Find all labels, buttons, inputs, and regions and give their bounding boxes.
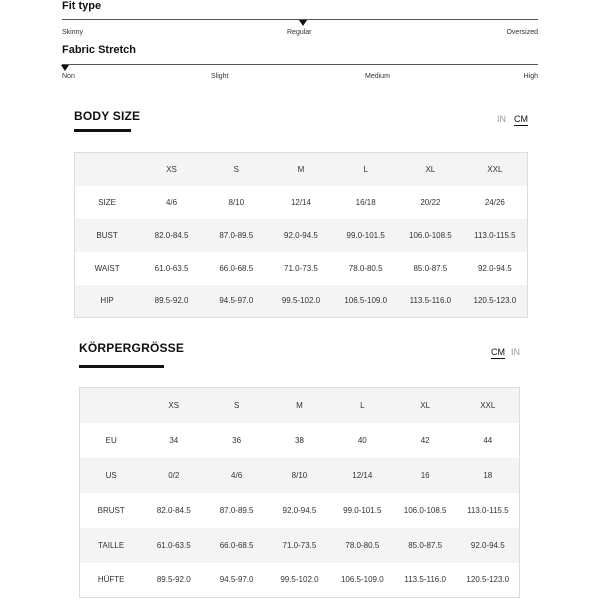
body-size-unit-cm[interactable]: CM xyxy=(514,114,528,124)
table-cell: 12/14 xyxy=(269,186,334,219)
table-row-label: BUST xyxy=(75,219,140,252)
table-header-cell: XXL xyxy=(457,388,520,423)
table-cell: 42 xyxy=(394,423,457,458)
table-cell: 89.5-92.0 xyxy=(142,563,205,598)
table-cell: 87.0-89.5 xyxy=(204,219,269,252)
table-row-label: EU xyxy=(80,423,143,458)
table-cell: 99.5-102.0 xyxy=(269,285,334,318)
fabric-stretch-label-high: High xyxy=(523,73,538,80)
table-header-cell xyxy=(75,153,140,186)
table-row xyxy=(75,252,528,285)
table-cell: 8/10 xyxy=(204,186,269,219)
body-size-unit-in[interactable]: IN xyxy=(497,114,506,124)
table-row xyxy=(80,388,520,423)
table-cell: 16/18 xyxy=(333,186,398,219)
table-cell: 4/6 xyxy=(139,186,204,219)
body-size-table xyxy=(74,152,528,318)
koerpergroesse-title-underline xyxy=(79,365,164,368)
table-cell: 40 xyxy=(331,423,394,458)
table-cell: 38 xyxy=(268,423,331,458)
fabric-stretch-selected-marker xyxy=(61,65,69,71)
table-cell: 20/22 xyxy=(398,186,463,219)
koerpergroesse-unit-cm[interactable]: CM xyxy=(491,347,505,357)
table-row-label: HÜFTE xyxy=(80,563,143,598)
table-cell: 99.0-101.5 xyxy=(333,219,398,252)
table-cell: 120.5-123.0 xyxy=(463,285,528,318)
table-row-label: WAIST xyxy=(75,252,140,285)
table-header-cell: XS xyxy=(139,153,204,186)
fabric-stretch-scale-line xyxy=(62,64,538,65)
table-header-cell: S xyxy=(205,388,268,423)
table-header-cell: XL xyxy=(394,388,457,423)
table-header-cell xyxy=(80,388,143,423)
table-header-cell: XL xyxy=(398,153,463,186)
table-cell: 92.0-94.5 xyxy=(269,219,334,252)
table-cell: 12/14 xyxy=(331,458,394,493)
table-cell: 78.0-80.5 xyxy=(331,528,394,563)
table-cell: 89.5-92.0 xyxy=(139,285,204,318)
table-row-label: TAILLE xyxy=(80,528,143,563)
table-header-cell: L xyxy=(333,153,398,186)
table-cell: 94.5-97.0 xyxy=(204,285,269,318)
table-cell: 106.0-108.5 xyxy=(394,493,457,528)
table-row-label: BRUST xyxy=(80,493,143,528)
table-cell: 44 xyxy=(457,423,520,458)
table-row xyxy=(80,458,520,493)
table-cell: 16 xyxy=(394,458,457,493)
table-cell: 99.5-102.0 xyxy=(268,563,331,598)
table-row xyxy=(80,423,520,458)
fit-type-label-oversized: Oversized xyxy=(506,29,538,36)
table-row xyxy=(80,563,520,598)
fabric-stretch-title: Fabric Stretch xyxy=(62,44,136,56)
table-cell: 24/26 xyxy=(463,186,528,219)
fabric-stretch-label-slight: Slight xyxy=(211,73,229,80)
table-header-cell: S xyxy=(204,153,269,186)
table-row-label: SIZE xyxy=(75,186,140,219)
table-cell: 71.0-73.5 xyxy=(269,252,334,285)
table-cell: 92.0-94.5 xyxy=(463,252,528,285)
body-size-title-underline xyxy=(74,129,131,132)
table-row-label: US xyxy=(80,458,143,493)
table-header-cell: XS xyxy=(142,388,205,423)
table-cell: 61.0-63.5 xyxy=(139,252,204,285)
table-cell: 85.0-87.5 xyxy=(398,252,463,285)
table-row xyxy=(75,219,528,252)
fit-type-title: Fit type xyxy=(62,0,102,12)
table-cell: 0/2 xyxy=(142,458,205,493)
table-cell: 94.5-97.0 xyxy=(205,563,268,598)
table-cell: 113.0-115.5 xyxy=(457,493,520,528)
table-cell: 106.5-109.0 xyxy=(333,285,398,318)
table-cell: 99.0-101.5 xyxy=(331,493,394,528)
table-cell: 92.0-94.5 xyxy=(268,493,331,528)
table-cell: 4/6 xyxy=(205,458,268,493)
koerpergroesse-unit-in[interactable]: IN xyxy=(511,347,520,357)
table-cell: 36 xyxy=(205,423,268,458)
fabric-stretch-label-medium: Medium xyxy=(365,73,390,80)
koerpergroesse-table xyxy=(79,387,520,598)
table-cell: 71.0-73.5 xyxy=(268,528,331,563)
table-cell: 113.5-116.0 xyxy=(398,285,463,318)
table-cell: 120.5-123.0 xyxy=(457,563,520,598)
body-size-title: BODY SIZE xyxy=(74,109,141,123)
table-header-cell: XXL xyxy=(463,153,528,186)
table-cell: 61.0-63.5 xyxy=(142,528,205,563)
table-cell: 82.0-84.5 xyxy=(142,493,205,528)
table-row-label: HIP xyxy=(75,285,140,318)
table-cell: 18 xyxy=(457,458,520,493)
fit-type-label-regular: Regular xyxy=(287,29,312,36)
fit-type-selected-marker xyxy=(299,20,307,26)
table-cell: 106.5-109.0 xyxy=(331,563,394,598)
table-cell: 82.0-84.5 xyxy=(139,219,204,252)
table-row xyxy=(75,285,528,318)
table-cell: 8/10 xyxy=(268,458,331,493)
table-cell: 87.0-89.5 xyxy=(205,493,268,528)
table-cell: 34 xyxy=(142,423,205,458)
table-header-cell: M xyxy=(268,388,331,423)
table-row xyxy=(80,493,520,528)
table-cell: 78.0-80.5 xyxy=(333,252,398,285)
table-header-cell: M xyxy=(269,153,334,186)
table-cell: 113.0-115.5 xyxy=(463,219,528,252)
table-cell: 106.0-108.5 xyxy=(398,219,463,252)
table-cell: 113.5-116.0 xyxy=(394,563,457,598)
table-cell: 66.0-68.5 xyxy=(205,528,268,563)
table-cell: 92.0-94.5 xyxy=(457,528,520,563)
table-cell: 66.0-68.5 xyxy=(204,252,269,285)
fabric-stretch-label-non: Non xyxy=(62,73,75,80)
table-cell: 85.0-87.5 xyxy=(394,528,457,563)
koerpergroesse-title: KÖRPERGRÖSSE xyxy=(79,341,185,355)
table-row xyxy=(75,186,528,219)
fit-type-label-skinny: Skinny xyxy=(62,29,84,36)
table-row xyxy=(75,153,528,186)
table-header-cell: L xyxy=(331,388,394,423)
table-row xyxy=(80,528,520,563)
